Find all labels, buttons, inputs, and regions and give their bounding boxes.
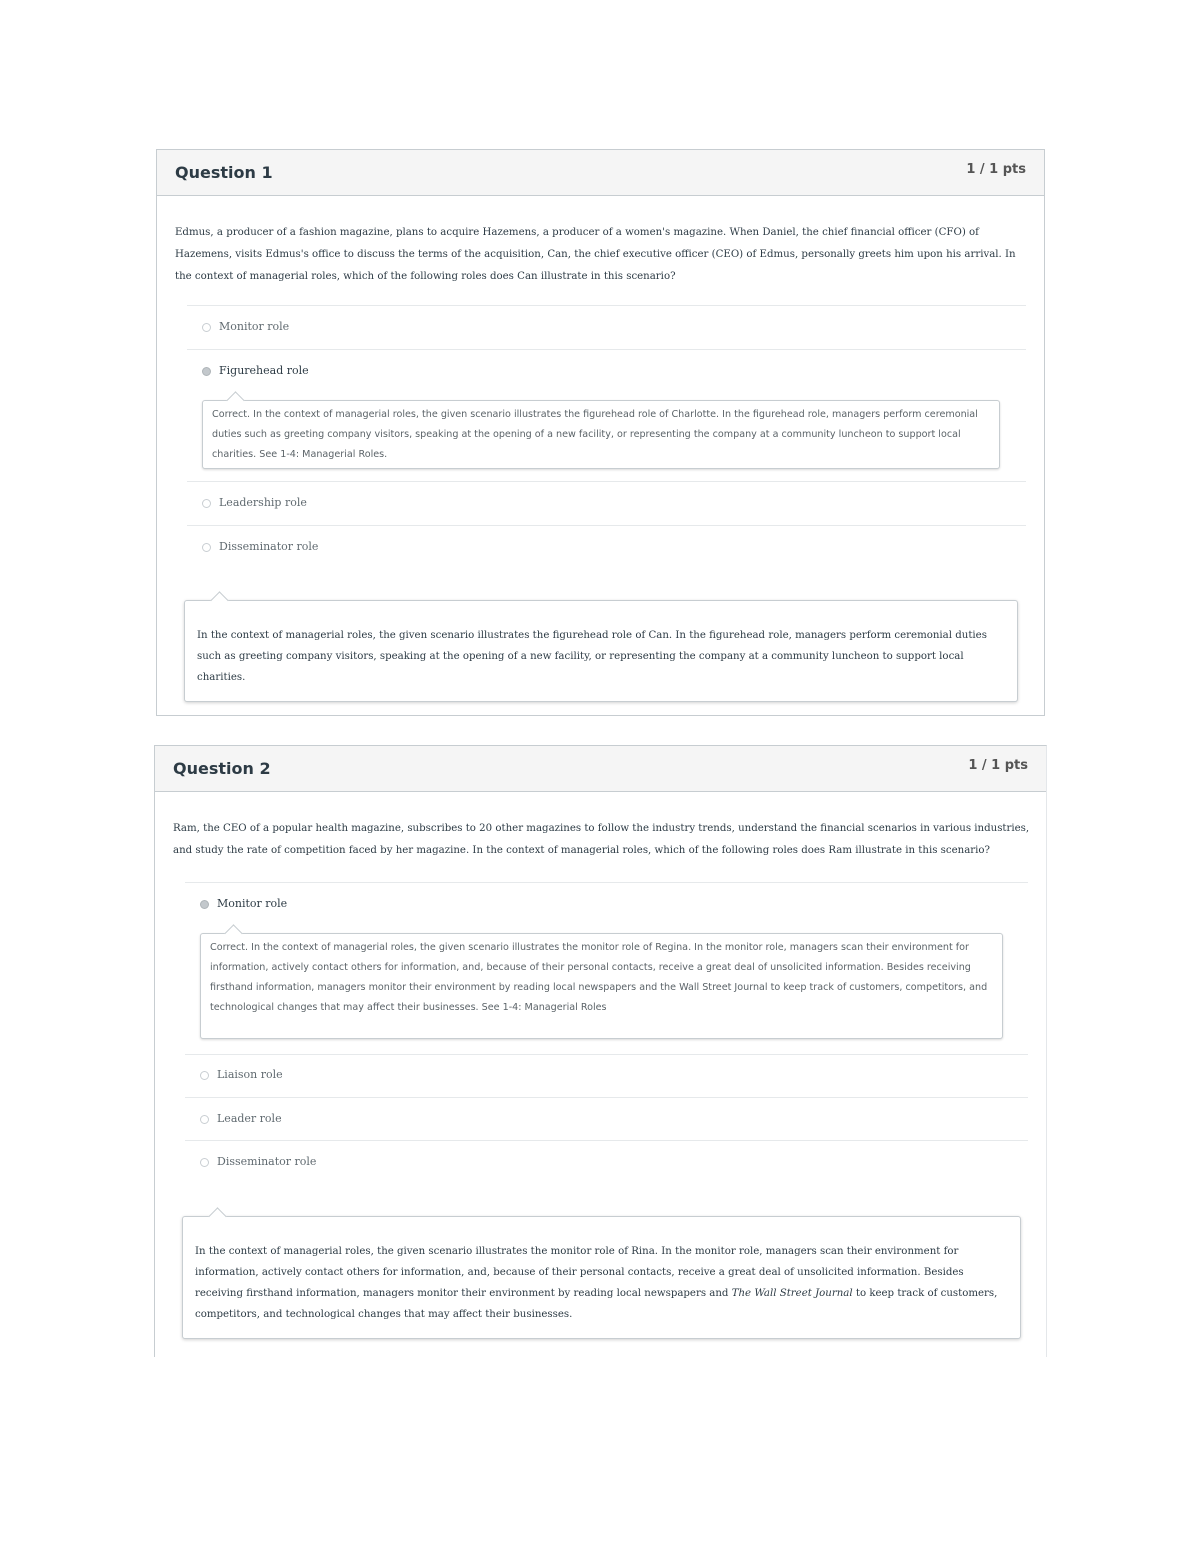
- answer-option-leader-role[interactable]: [200, 1112, 282, 1125]
- answer-label: Leader role: [217, 1112, 282, 1125]
- answer-label: Monitor role: [219, 320, 290, 333]
- radio-button[interactable]: [200, 1071, 209, 1080]
- question-text: Edmus, a producer of a fashion magazine, plans to acquire Hazemens, a producer of a women's magazine. When Daniel, the chief financial officer (CFO) of Hazemens, visits Edmus's office to discuss the terms of the acquisition, Can, the chief executive officer (CEO) of Edmus, personally greets him upon his arrival. In the context of managerial roles, which of the following roles does Can illustrate in this scenario?: [175, 227, 1016, 282]
- answer-option-leadership-role[interactable]: [202, 496, 307, 509]
- general-comment: [182, 1216, 1021, 1339]
- question-header: [157, 150, 1044, 196]
- question-text: Ram, the CEO of a popular health magazine, subscribes to 20 other magazines to follow the industry trends, understand the financial scenarios in various industries, and study the rate of competition faced by her magazine. In the context of managerial roles, which of the following roles does Ram illustrate in this scenario?: [173, 823, 1030, 856]
- answer-option-disseminator-role[interactable]: [202, 540, 318, 553]
- answer-divider: [187, 481, 1026, 482]
- answer-divider: [185, 1054, 1028, 1055]
- answer-divider: [185, 1097, 1028, 1098]
- answer-label: Disseminator role: [217, 1155, 317, 1168]
- general-comment-text-end: to keep track of customers, competitors, and technological changes that may affect their businesses.: [195, 1288, 998, 1320]
- radio-button-selected[interactable]: [202, 367, 211, 376]
- answer-divider: [185, 1140, 1028, 1141]
- answer-comment: Correct. In the context of managerial roles, the given scenario illustrates the monitor role of Regina. In the monitor role, managers scan their environment for information, actively contact others for information, and, because of their personal contacts, receive a great deal of unsolicited information. Besides receiving firsthand information, managers monitor their environment by reading local newspapers and the Wall Street Journal to keep track of customers, competitors, and technological changes that may affect their businesses. See 1-4: Managerial Roles: [200, 933, 1003, 1039]
- radio-button[interactable]: [200, 1158, 209, 1167]
- answer-option-monitor-role[interactable]: [202, 320, 289, 333]
- radio-button[interactable]: [202, 323, 211, 332]
- radio-button[interactable]: [202, 499, 211, 508]
- answer-label: Figurehead role: [219, 364, 309, 377]
- answer-label: Leadership role: [219, 496, 307, 509]
- answer-divider: [187, 349, 1026, 350]
- answer-option-liaison-role[interactable]: [200, 1068, 283, 1081]
- radio-button[interactable]: [202, 543, 211, 552]
- answer-comment: Correct. In the context of managerial roles, the given scenario illustrates the figurehead role of Charlotte. In the figurehead role, managers perform ceremonial duties such as greeting company visitors, speaking at the opening of a new facility, or representing the company at a community luncheon to support local charities. See 1-4: Managerial Roles.: [202, 400, 1000, 469]
- answer-label: Liaison role: [217, 1068, 283, 1081]
- answer-option-disseminator-role[interactable]: [200, 1155, 316, 1168]
- question-points: 1 / 1 pts: [966, 162, 1026, 177]
- radio-button[interactable]: [200, 1115, 209, 1124]
- question-title: Question 2: [173, 759, 271, 778]
- question-title: Question 1: [175, 163, 273, 182]
- answer-label: Monitor role: [217, 897, 288, 910]
- answer-divider: [187, 305, 1026, 306]
- question-1-card: [156, 149, 1045, 716]
- answer-divider: [185, 882, 1028, 883]
- question-points: 1 / 1 pts: [968, 758, 1028, 773]
- general-comment-text: In the context of managerial roles, the given scenario illustrates the monitor role of Rina. In the monitor role, managers scan their environment for information, actively contact others for information, and, because of their personal contacts, receive a great deal of unsolicited information. Besides receiving firsthand information, managers monitor their environment by reading local newspapers and: [195, 1246, 964, 1299]
- general-comment: In the context of managerial roles, the given scenario illustrates the figurehead role of Can. In the figurehead role, managers perform ceremonial duties such as greeting company visitors, speaking at the opening of a new facility, or representing the company at a community luncheon to support local charities.: [184, 600, 1018, 702]
- general-comment-publication-title: The Wall Street Journal: [731, 1288, 853, 1299]
- answer-divider: [187, 525, 1026, 526]
- answer-option-monitor-role[interactable]: [200, 897, 287, 910]
- radio-button-selected[interactable]: [200, 900, 209, 909]
- question-2-card: [154, 745, 1047, 1357]
- answer-option-figurehead-role[interactable]: [202, 364, 309, 377]
- answer-label: Disseminator role: [219, 540, 319, 553]
- question-header: [155, 746, 1046, 792]
